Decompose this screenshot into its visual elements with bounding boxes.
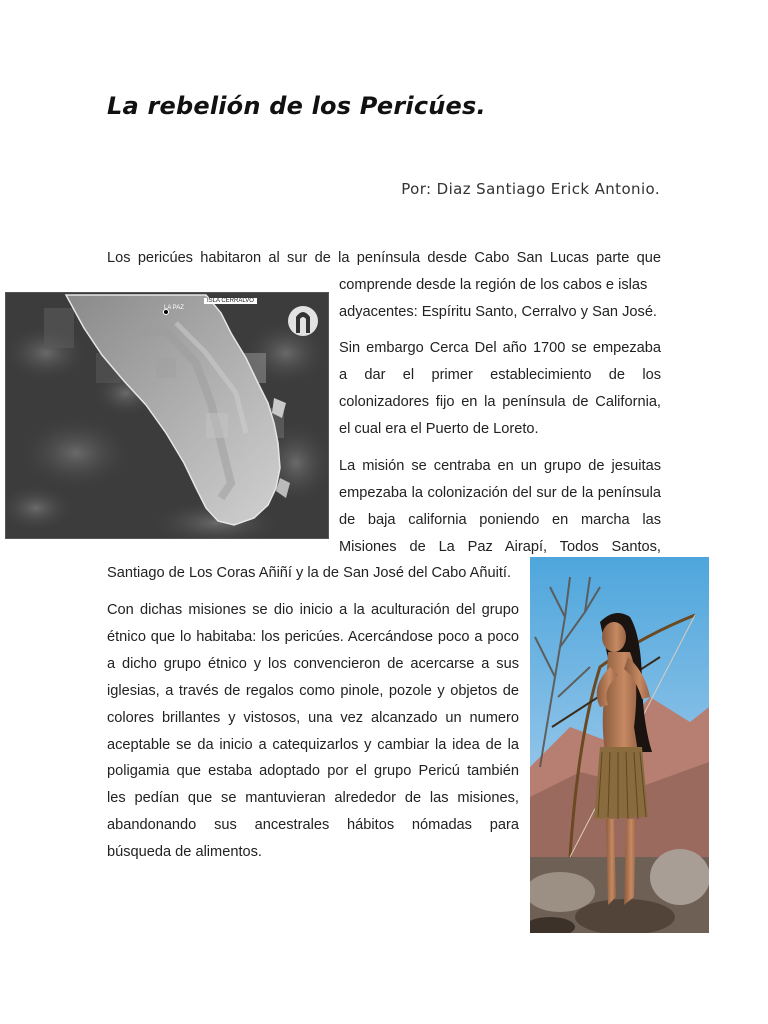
p4-line-10: búsqueda de alimentos. xyxy=(107,844,262,860)
p4-line-9: abandonando sus ancestrales hábitos nómadas para xyxy=(107,817,519,833)
p4-line-4: iglesias, a través de regalos como pinole, pozole y objetos de xyxy=(107,683,519,699)
p1-line-3: adyacentes: Espíritu Santo, Cerralvo y San José. xyxy=(339,304,657,320)
p1-line-1: Los pericúes habitaron al sur de la península desde Cabo San Lucas parte que xyxy=(107,250,661,266)
p4-line-3: a dicho grupo étnico y los convencieron de acercarse a sus xyxy=(107,656,519,672)
pericu-woman-photo xyxy=(530,557,709,933)
p4-line-6: aceptable se da inicio a catequizarlos y cambiar la idea de la xyxy=(107,737,519,753)
p4-line-8: les pedían que se mantuvieran alrededor de las misiones, xyxy=(107,790,519,806)
p4-line-2: étnico que lo habitaba: los pericúes. Acercándose poco a poco xyxy=(107,629,519,645)
p1-line-2: comprende desde la región de los cabos e islas xyxy=(339,277,648,293)
p3-line-2: empezaba la colonización del sur de la península xyxy=(339,485,661,501)
p4-line-7: poligamia que estaba adoptado por el grupo Pericú también xyxy=(107,763,519,779)
map-label-la-paz: LA PAZ xyxy=(164,305,184,311)
p4-line-5: colores brillantes y vistosos, una vez alcanzado un numero xyxy=(107,710,519,726)
p2-line-3: colonizadores fijo en la península de California, xyxy=(339,394,661,410)
satellite-map-image xyxy=(5,292,329,539)
p2-line-4: el cual era el Puerto de Loreto. xyxy=(339,421,539,437)
p3-line-3: de baja california poniendo en marcha las xyxy=(339,512,661,528)
p3-line-5: Santiago de Los Coras Añiñí y la de San José del Cabo Añuití. xyxy=(107,565,512,581)
p3-line-1: La misión se centraba en un grupo de jesuitas xyxy=(339,458,661,474)
p4-line-1: Con dichas misiones se dio inicio a la aculturación del grupo xyxy=(107,602,519,618)
p2-line-2: a dar el primer establecimiento de los xyxy=(339,367,661,383)
p2-line-1: Sin embargo Cerca Del año 1700 se empezaba xyxy=(339,340,661,356)
p3-line-4: Misiones de La Paz Airapí, Todos Santos, xyxy=(339,539,661,555)
author-line: Por: Diaz Santiago Erick Antonio. xyxy=(401,180,660,198)
map-label-isla-cerralvo: ISLA CERRALVO xyxy=(204,298,257,304)
document-title: La rebelión de los Pericúes. xyxy=(107,92,486,120)
